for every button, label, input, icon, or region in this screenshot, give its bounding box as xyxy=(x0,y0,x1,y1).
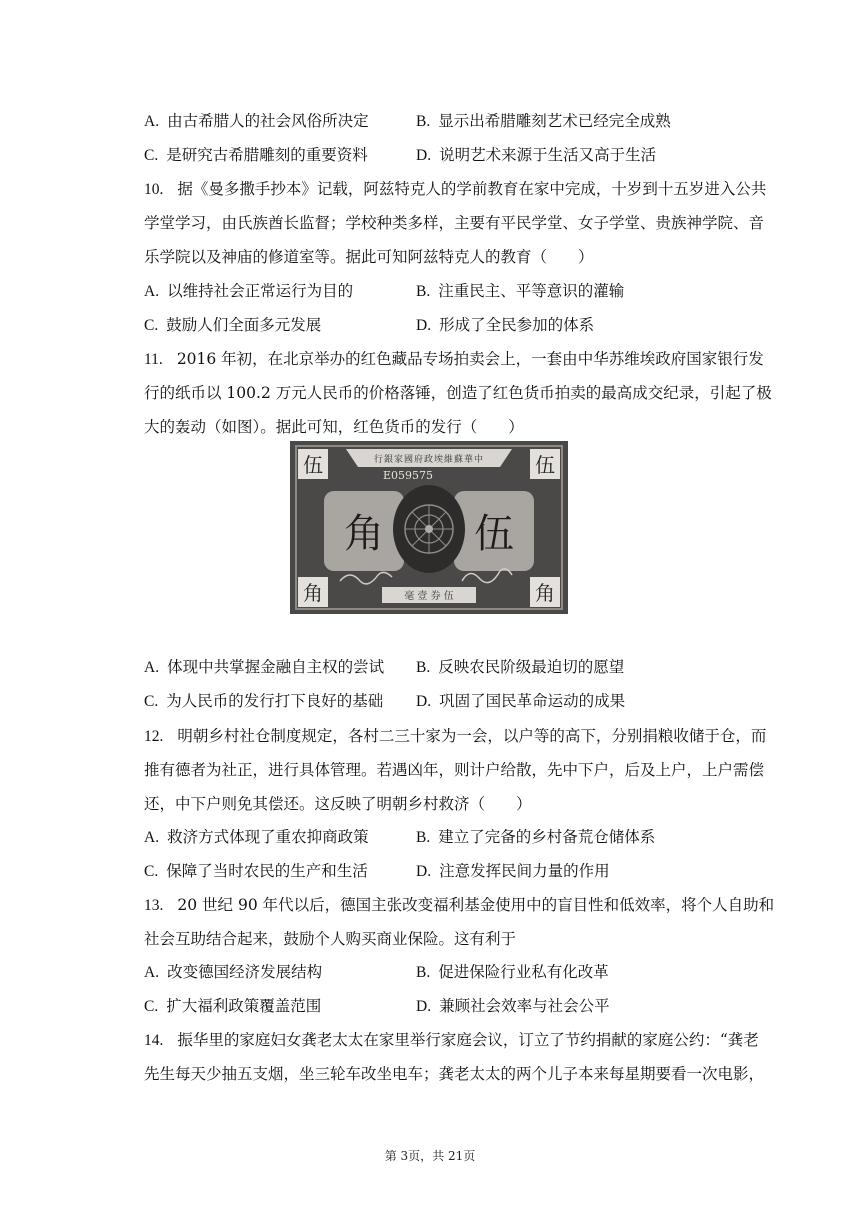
option-text: 为人民币的发行打下良好的基础 xyxy=(166,692,384,710)
option-letter: B. xyxy=(416,964,431,981)
banknote-top-band-text: 行銀家國府政埃維蘇華中 xyxy=(373,455,485,465)
q13-option-a xyxy=(144,962,322,983)
q11-stem-line-2: 行的纸币以 100.2 万元人民币的价格落锤，创造了红色货币拍卖的最高成交纪录，引起了极 xyxy=(144,384,772,402)
option-letter: C. xyxy=(144,693,159,710)
q11-stem-line-3: 大的轰动（如图）。据此可知，红色货币的发行（ ） xyxy=(144,418,524,436)
stem-text: 明朝乡村社仓制度规定，各村二三十家为一会，以户等的高下，分别捐粮收储于仓，而 xyxy=(177,727,767,745)
q9-option-c xyxy=(144,145,368,166)
q10-option-d xyxy=(416,315,594,336)
stem-text: 20 世纪 90 年代以后，德国主张改变福利基金使用中的盲目性和低效率，将个人自助和 xyxy=(177,896,775,914)
q12-stem-line-1 xyxy=(144,726,767,747)
option-letter: A. xyxy=(144,113,160,130)
option-letter: D. xyxy=(416,863,432,880)
option-letter: C. xyxy=(144,998,159,1015)
option-text: 体现中共掌握金融自主权的尝试 xyxy=(167,658,385,676)
q9-option-d xyxy=(416,145,656,166)
q11-option-b xyxy=(416,657,624,678)
option-text: 扩大福利政策覆盖范围 xyxy=(166,997,322,1015)
q11-stem-line-1 xyxy=(144,349,764,370)
option-letter: C. xyxy=(144,147,159,164)
q13-option-c xyxy=(144,996,321,1017)
banknote-corner-tr: 伍 xyxy=(535,453,555,477)
option-letter: B. xyxy=(416,829,431,846)
q10-stem-line-2: 学堂学习，由氏族酋长监督；学校种类多样，主要有平民学堂、女子学堂、贵族神学院、音 xyxy=(144,214,765,232)
question-number: 11. xyxy=(144,351,163,368)
stem-text: 振华里的家庭妇女龚老太太在家里举行家庭会议，订立了节约捐献的家庭公约：“龚老 xyxy=(177,1031,759,1049)
q13-option-d xyxy=(416,996,610,1017)
question-number: 12. xyxy=(144,728,164,745)
option-text: 以维持社会正常运行为目的 xyxy=(167,282,354,300)
option-letter: A. xyxy=(144,964,160,981)
q11-option-a xyxy=(144,657,384,678)
q11-option-c xyxy=(144,691,383,712)
q12-option-b xyxy=(416,827,655,848)
q10-stem-line-1 xyxy=(144,179,767,200)
option-text: 是研究古希腊雕刻的重要资料 xyxy=(166,146,368,164)
q13-stem-line-2: 社会互助结合起来，鼓励个人购买商业保险。这有利于 xyxy=(144,930,517,948)
question-number: 10. xyxy=(144,181,164,198)
q12-stem-line-2: 推有德者为社正，进行具体管理。若遇凶年，则计户给散，先中下户，后及上户，上户需偿 xyxy=(144,761,765,779)
q10-option-a xyxy=(144,281,353,302)
option-text: 反映农民阶级最迫切的愿望 xyxy=(438,658,625,676)
option-letter: D. xyxy=(416,693,432,710)
option-text: 显示出希腊雕刻艺术已经完全成熟 xyxy=(438,112,671,130)
option-text: 兼顾社会效率与社会公平 xyxy=(439,997,610,1015)
q9-option-b xyxy=(416,111,671,132)
banknote-serial: E059575 xyxy=(382,469,434,482)
option-letter: C. xyxy=(144,317,159,334)
stem-text: 据《曼多撒手抄本》记载，阿兹特克人的学前教育在家中完成，十岁到十五岁进入公共 xyxy=(177,180,767,198)
option-letter: A. xyxy=(144,659,160,676)
option-text: 救济方式体现了重农抑商政策 xyxy=(167,828,369,846)
option-letter: B. xyxy=(416,113,431,130)
banknote-corner-br: 角 xyxy=(535,581,555,605)
option-text: 注重民主、平等意识的灌输 xyxy=(438,282,625,300)
q14-stem-line-2: 先生每天少抽五支烟，坐三轮车改坐电车；龚老太太的两个儿子本来每星期要看一次电影， xyxy=(144,1065,765,1083)
q12-option-c xyxy=(144,861,368,882)
option-text: 由古希腊人的社会风俗所决定 xyxy=(167,112,369,130)
option-text: 建立了完备的乡村备荒仓储体系 xyxy=(438,828,656,846)
option-letter: B. xyxy=(416,659,431,676)
q12-option-d xyxy=(416,861,610,882)
q12-option-a xyxy=(144,827,369,848)
q14-stem-line-1 xyxy=(144,1030,759,1051)
q13-option-b xyxy=(416,962,609,983)
banknote-corner-tl: 伍 xyxy=(303,453,323,477)
banknote-corner-bl: 角 xyxy=(303,581,323,605)
option-text: 巩固了国民革命运动的成果 xyxy=(439,692,626,710)
banknote-bottom-band-text: 毫 壹 券 伍 xyxy=(404,591,454,602)
q13-stem-line-1 xyxy=(144,895,775,916)
red-currency-banknote-image xyxy=(290,441,568,614)
q10-option-c xyxy=(144,315,321,336)
q11-option-d xyxy=(416,691,625,712)
q12-stem-line-3: 还，中下户则免其偿还。这反映了明朝乡村救济（ ） xyxy=(144,795,532,813)
option-letter: B. xyxy=(416,283,431,300)
page-footer: 第 3页，共 21页 xyxy=(384,1149,476,1163)
option-text: 鼓励人们全面多元发展 xyxy=(166,316,322,334)
option-letter: C. xyxy=(144,863,159,880)
question-number: 14. xyxy=(144,1032,164,1049)
q9-option-a xyxy=(144,111,369,132)
banknote-left-character: 角 xyxy=(344,511,384,557)
option-text: 注意发挥民间力量的作用 xyxy=(439,862,610,880)
option-letter: A. xyxy=(144,283,160,300)
question-number: 13. xyxy=(144,897,164,914)
stem-text: 2016 年初，在北京举办的红色藏品专场拍卖会上，一套由中华苏维埃政府国家银行发 xyxy=(176,350,764,368)
option-text: 促进保险行业私有化改革 xyxy=(438,963,609,981)
q10-option-b xyxy=(416,281,624,302)
option-text: 改变德国经济发展结构 xyxy=(167,963,323,981)
option-text: 说明艺术来源于生活又高于生活 xyxy=(439,146,657,164)
option-letter: D. xyxy=(416,317,432,334)
option-letter: A. xyxy=(144,829,160,846)
option-text: 形成了全民参加的体系 xyxy=(439,316,595,334)
q10-stem-line-3: 乐学院以及神庙的修道室等。据此可知阿兹特克人的教育（ ） xyxy=(144,248,594,266)
option-letter: D. xyxy=(416,998,432,1015)
banknote-right-character: 伍 xyxy=(474,511,514,557)
option-text: 保障了当时农民的生产和生活 xyxy=(166,862,368,880)
option-letter: D. xyxy=(416,147,432,164)
